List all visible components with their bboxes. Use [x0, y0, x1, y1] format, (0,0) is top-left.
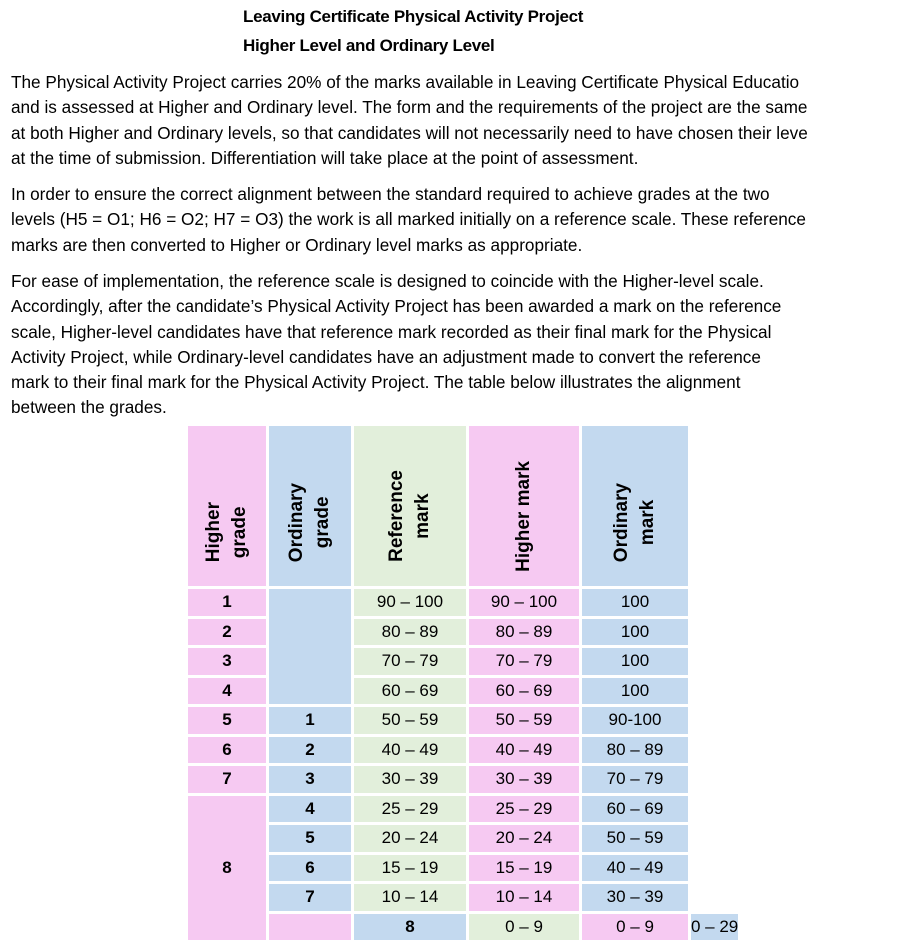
ordinary-grade-cell: 7 — [269, 884, 351, 911]
header-line: Higher mark — [513, 461, 534, 572]
header-line: grade — [229, 506, 250, 558]
ordinary-mark-cell: 0 – 29 — [691, 914, 738, 941]
header-line: Ordinary — [611, 482, 632, 562]
paragraph-2 — [11, 182, 897, 258]
higher-mark-cell: 60 – 69 — [469, 678, 579, 705]
higher-grade-cell: 1 — [188, 589, 266, 616]
reference-mark-cell: 0 – 9 — [469, 914, 579, 941]
ordinary-mark-cell: 100 — [582, 589, 688, 616]
table-row — [188, 884, 738, 911]
reference-mark-cell: 20 – 24 — [354, 825, 466, 852]
header-ordinary-mark — [582, 426, 688, 586]
ordinary-grade-cell: 1 — [269, 707, 351, 734]
higher-grade-cell: 2 — [188, 619, 266, 646]
ordinary-grade-cell: 5 — [269, 825, 351, 852]
higher-mark-cell: 10 – 14 — [469, 884, 579, 911]
higher-grade-cell: 4 — [188, 678, 266, 705]
header-line: Higher — [203, 501, 224, 562]
ordinary-grade-cell: 4 — [269, 796, 351, 823]
reference-mark-cell: 50 – 59 — [354, 707, 466, 734]
paragraph-line: The Physical Activity Project carries 20% of the marks available in Leaving Certificate Physical Educatio — [11, 72, 800, 92]
higher-grade-cell: 6 — [188, 737, 266, 764]
higher-grade-cell: 3 — [188, 648, 266, 675]
higher-mark-cell: 90 – 100 — [469, 589, 579, 616]
table-row — [188, 766, 738, 793]
ordinary-grade-empty-cell — [269, 589, 351, 704]
higher-mark-cell: 15 – 19 — [469, 855, 579, 882]
reference-mark-cell: 15 – 19 — [354, 855, 466, 882]
reference-mark-cell: 60 – 69 — [354, 678, 466, 705]
ordinary-mark-cell: 80 – 89 — [582, 737, 688, 764]
ordinary-mark-cell: 30 – 39 — [582, 884, 688, 911]
paragraph-line: Accordingly, after the candidate’s Physical Activity Project has been awarded a mark on the reference — [11, 296, 782, 317]
table-row — [188, 825, 738, 852]
reference-mark-cell: 30 – 39 — [354, 766, 466, 793]
ordinary-mark-cell: 60 – 69 — [582, 796, 688, 823]
paragraph-line: scale, Higher-level candidates have that reference mark recorded as their final mark for the Physical — [11, 321, 772, 342]
reference-mark-cell: 25 – 29 — [354, 796, 466, 823]
paragraph-line: and is assessed at Higher and Ordinary level. The form and the requirements of the project are the same — [11, 97, 808, 118]
paragraph-line: Activity Project, while Ordinary-level candidates have an adjustment made to convert the reference — [11, 346, 761, 367]
header-higher-grade — [188, 426, 266, 586]
ordinary-grade-cell: 2 — [269, 737, 351, 764]
header-line: mark — [412, 493, 433, 539]
higher-mark-cell: 40 – 49 — [469, 737, 579, 764]
higher-mark-cell: 80 – 89 — [469, 619, 579, 646]
table-row — [188, 589, 738, 616]
title-line-2: Higher Level and Ordinary Level — [243, 36, 495, 55]
paragraph-line: between the grades. — [11, 397, 167, 418]
table-row — [188, 855, 738, 882]
paragraph-line: at the time of submission. Differentiation will take place at the point of assessment. — [11, 147, 639, 168]
higher-mark-cell: 50 – 59 — [469, 707, 579, 734]
reference-mark-cell: 10 – 14 — [354, 884, 466, 911]
reference-mark-cell: 40 – 49 — [354, 737, 466, 764]
higher-mark-cell: 70 – 79 — [469, 648, 579, 675]
higher-grade-blank-cell — [269, 914, 351, 941]
header-ordinary-grade — [269, 426, 351, 586]
paragraph-line: For ease of implementation, the reference scale is designed to coincide with the Higher-level scale. — [11, 271, 764, 291]
ordinary-mark-cell: 100 — [582, 619, 688, 646]
paragraph-line: marks are then converted to Higher or Ordinary level marks as appropriate. — [11, 234, 583, 255]
reference-mark-cell: 80 – 89 — [354, 619, 466, 646]
ordinary-mark-cell: 70 – 79 — [582, 766, 688, 793]
ordinary-mark-cell: 40 – 49 — [582, 855, 688, 882]
header-line: Ordinary — [286, 482, 307, 562]
ordinary-mark-cell: 100 — [582, 648, 688, 675]
grade-alignment-table — [185, 423, 741, 943]
higher-mark-cell: 30 – 39 — [469, 766, 579, 793]
higher-mark-cell: 0 – 9 — [582, 914, 688, 941]
title-line-1: Leaving Certificate Physical Activity Project — [243, 7, 584, 26]
reference-mark-cell: 90 – 100 — [354, 589, 466, 616]
paragraph-line: levels (H5 = O1; H6 = O2; H7 = O3) the work is all marked initially on a reference scale. These reference — [11, 209, 806, 230]
higher-mark-cell: 25 – 29 — [469, 796, 579, 823]
table-row — [188, 707, 738, 734]
table-header-row — [188, 426, 738, 586]
paragraph-1 — [11, 70, 897, 171]
header-line: mark — [637, 499, 658, 546]
paragraph-line: In order to ensure the correct alignment between the standard required to achieve grades at the two — [11, 184, 770, 204]
ordinary-mark-cell: 90-100 — [582, 707, 688, 734]
paragraph-3 — [11, 269, 897, 421]
ordinary-grade-cell: 8 — [354, 914, 466, 941]
higher-grade-cell: 8 — [188, 796, 266, 941]
ordinary-grade-cell: 6 — [269, 855, 351, 882]
higher-mark-cell: 20 – 24 — [469, 825, 579, 852]
higher-grade-cell: 7 — [188, 766, 266, 793]
table-row — [188, 914, 738, 941]
ordinary-grade-cell: 3 — [269, 766, 351, 793]
paragraph-line: at both Higher and Ordinary levels, so that candidates will not necessarily need to have chosen their leve — [11, 122, 808, 143]
header-line: grade — [312, 496, 333, 549]
table-row — [188, 737, 738, 764]
header-reference-mark — [354, 426, 466, 586]
ordinary-mark-cell: 100 — [582, 678, 688, 705]
higher-grade-cell: 5 — [188, 707, 266, 734]
header-line: Reference — [386, 470, 407, 562]
ordinary-mark-cell: 50 – 59 — [582, 825, 688, 852]
reference-mark-cell: 70 – 79 — [354, 648, 466, 675]
table-row — [188, 796, 738, 823]
header-higher-mark — [469, 426, 579, 586]
paragraph-line: mark to their final mark for the Physical Activity Project. The table below illustrates the alignment — [11, 372, 741, 393]
